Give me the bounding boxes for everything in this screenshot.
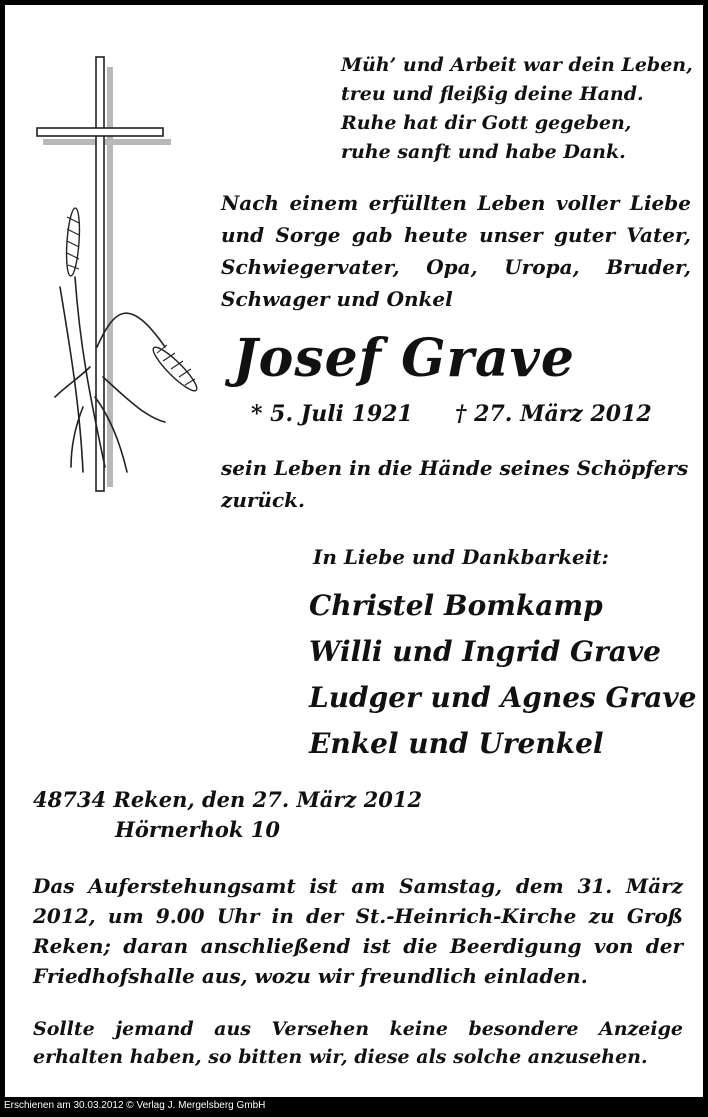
cross-with-wheat-icon bbox=[35, 47, 205, 497]
street-address: Hörnerhok 10 bbox=[115, 817, 280, 842]
returned-text: sein Leben in die Hände seines Schöpfers zurück. bbox=[221, 456, 689, 512]
mourner-name: Christel Bomkamp bbox=[309, 589, 603, 622]
notice-text: Sollte jemand aus Versehen keine besondere Anzeige erhalten haben, so bitten wir, diese als solche anzusehen. bbox=[33, 1018, 683, 1068]
service-text: Das Auferstehungsamt ist am Samstag, dem 31. März 2012, um 9.00 Uhr in der St.-Heinrich-Kirche zu Groß Reken; daran anschließend ist die Beerdigung von der Friedhofshalle aus, wozu wir freundlich einladen. bbox=[33, 874, 683, 988]
mourners-list bbox=[309, 583, 696, 767]
mourner-name: Enkel und Urenkel bbox=[309, 727, 604, 760]
verse-line: Müh’ und Arbeit war dein Leben, bbox=[341, 54, 693, 76]
place-date: 48734 Reken, den 27. März 2012 bbox=[33, 787, 423, 812]
footer-credit: Erschienen am 30.03.2012 © Verlag J. Mergelsberg GmbH bbox=[4, 1100, 266, 1111]
verse-line: Ruhe hat dir Gott gegeben, bbox=[341, 112, 632, 134]
mourner-name: Willi und Ingrid Grave bbox=[309, 635, 661, 668]
thanks-line: In Liebe und Dankbarkeit: bbox=[313, 545, 609, 569]
deceased-name: Josef Grave bbox=[233, 328, 575, 389]
obituary-notice bbox=[5, 5, 703, 1097]
death-date: † 27. März 2012 bbox=[455, 401, 652, 427]
mourner-name: Ludger und Agnes Grave bbox=[309, 681, 697, 714]
verse-line: treu und fleißig deine Hand. bbox=[341, 83, 644, 105]
intro-text: Nach einem erfüllten Leben voller Liebe und Sorge gab heute unser guter Vater, Schwiegervater, Opa, Uropa, Bruder, Schwager und Onkel bbox=[221, 191, 691, 311]
verse bbox=[341, 51, 691, 167]
verse-line: ruhe sanft und habe Dank. bbox=[341, 141, 626, 163]
birth-date: * 5. Juli 1921 bbox=[251, 401, 413, 427]
